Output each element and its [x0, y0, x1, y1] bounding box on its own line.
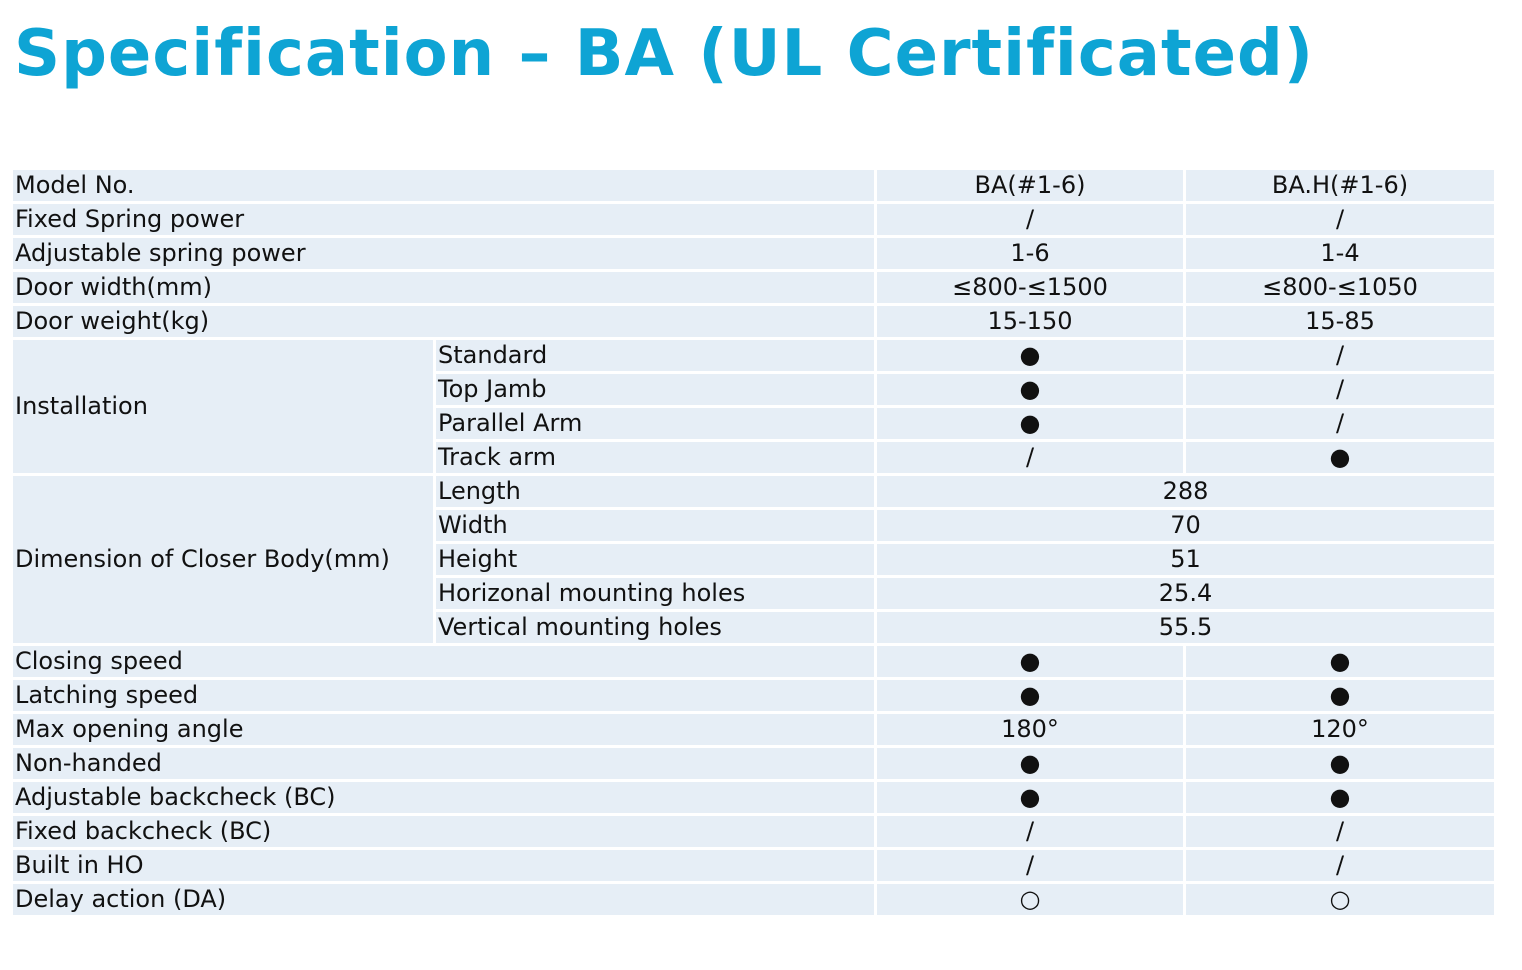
- row-label: Built in HO: [13, 850, 877, 884]
- sub-label: Top Jamb: [436, 374, 877, 408]
- dimension-value-cell: 25.4: [877, 578, 1494, 612]
- bah-value-cell: ●: [1186, 680, 1494, 714]
- bah-value-cell: ●: [1186, 748, 1494, 782]
- row-label: Adjustable backcheck (BC): [13, 782, 877, 816]
- table-row: [13, 748, 1494, 782]
- installation-label: Installation: [13, 340, 436, 476]
- sub-label: Height: [436, 544, 877, 578]
- ba-value-cell: ○: [877, 884, 1186, 918]
- dimension-label: Dimension of Closer Body(mm): [13, 476, 436, 646]
- table-row: [13, 272, 1494, 306]
- ba-value-cell: ●: [877, 782, 1186, 816]
- bah-value-cell: /: [1186, 204, 1494, 238]
- page-title: Specification – BA (UL Certificated): [14, 17, 1315, 91]
- ba-value-cell: 180°: [877, 714, 1186, 748]
- table-row: [13, 714, 1494, 748]
- table-row-installation: [13, 340, 1494, 374]
- table-row: [13, 238, 1494, 272]
- bah-value-cell: ○: [1186, 884, 1494, 918]
- bah-value-cell: 120°: [1186, 714, 1494, 748]
- sub-label: Track arm: [436, 442, 877, 476]
- row-label: Fixed Spring power: [13, 204, 877, 238]
- sub-label: Horizonal mounting holes: [436, 578, 877, 612]
- model-bah-cell: BA.H(#1-6): [1186, 170, 1494, 204]
- specification-table: [13, 170, 1494, 918]
- table-row-model: [13, 170, 1494, 204]
- table-row: [13, 646, 1494, 680]
- sub-label: Standard: [436, 340, 877, 374]
- bah-value-cell: /: [1186, 408, 1494, 442]
- sub-label: Width: [436, 510, 877, 544]
- table-row: [13, 782, 1494, 816]
- row-label: Max opening angle: [13, 714, 877, 748]
- ba-value-cell: ≤800-≤1500: [877, 272, 1186, 306]
- row-label: Latching speed: [13, 680, 877, 714]
- ba-value-cell: ●: [877, 748, 1186, 782]
- table-row: [13, 884, 1494, 918]
- row-label: Delay action (DA): [13, 884, 877, 918]
- ba-value-cell: ●: [877, 374, 1186, 408]
- ba-value-cell: ●: [877, 408, 1186, 442]
- dimension-value-cell: 55.5: [877, 612, 1494, 646]
- bah-value-cell: /: [1186, 374, 1494, 408]
- bah-value-cell: /: [1186, 850, 1494, 884]
- dimension-value-cell: 51: [877, 544, 1494, 578]
- sub-label: Vertical mounting holes: [436, 612, 877, 646]
- ba-value-cell: ●: [877, 646, 1186, 680]
- model-ba-cell: BA(#1-6): [877, 170, 1186, 204]
- sub-label: Length: [436, 476, 877, 510]
- table-row-dimension: [13, 476, 1494, 510]
- dimension-value-cell: 288: [877, 476, 1494, 510]
- ba-value-cell: 1-6: [877, 238, 1186, 272]
- ba-value-cell: ●: [877, 680, 1186, 714]
- table-row: [13, 850, 1494, 884]
- bah-value-cell: 15-85: [1186, 306, 1494, 340]
- row-label: Door weight(kg): [13, 306, 877, 340]
- ba-value-cell: /: [877, 204, 1186, 238]
- dimension-value-cell: 70: [877, 510, 1494, 544]
- row-label: Model No.: [13, 170, 877, 204]
- bah-value-cell: ●: [1186, 646, 1494, 680]
- table-row: [13, 816, 1494, 850]
- bah-value-cell: /: [1186, 340, 1494, 374]
- row-label: Door width(mm): [13, 272, 877, 306]
- row-label: Non-handed: [13, 748, 877, 782]
- ba-value-cell: /: [877, 816, 1186, 850]
- ba-value-cell: 15-150: [877, 306, 1186, 340]
- table-row: [13, 204, 1494, 238]
- bah-value-cell: 1-4: [1186, 238, 1494, 272]
- row-label: Adjustable spring power: [13, 238, 877, 272]
- sub-label: Parallel Arm: [436, 408, 877, 442]
- bah-value-cell: ●: [1186, 442, 1494, 476]
- bah-value-cell: ≤800-≤1050: [1186, 272, 1494, 306]
- ba-value-cell: /: [877, 442, 1186, 476]
- table-row: [13, 680, 1494, 714]
- row-label: Closing speed: [13, 646, 877, 680]
- row-label: Fixed backcheck (BC): [13, 816, 877, 850]
- table-row: [13, 306, 1494, 340]
- bah-value-cell: ●: [1186, 782, 1494, 816]
- ba-value-cell: ●: [877, 340, 1186, 374]
- ba-value-cell: /: [877, 850, 1186, 884]
- bah-value-cell: /: [1186, 816, 1494, 850]
